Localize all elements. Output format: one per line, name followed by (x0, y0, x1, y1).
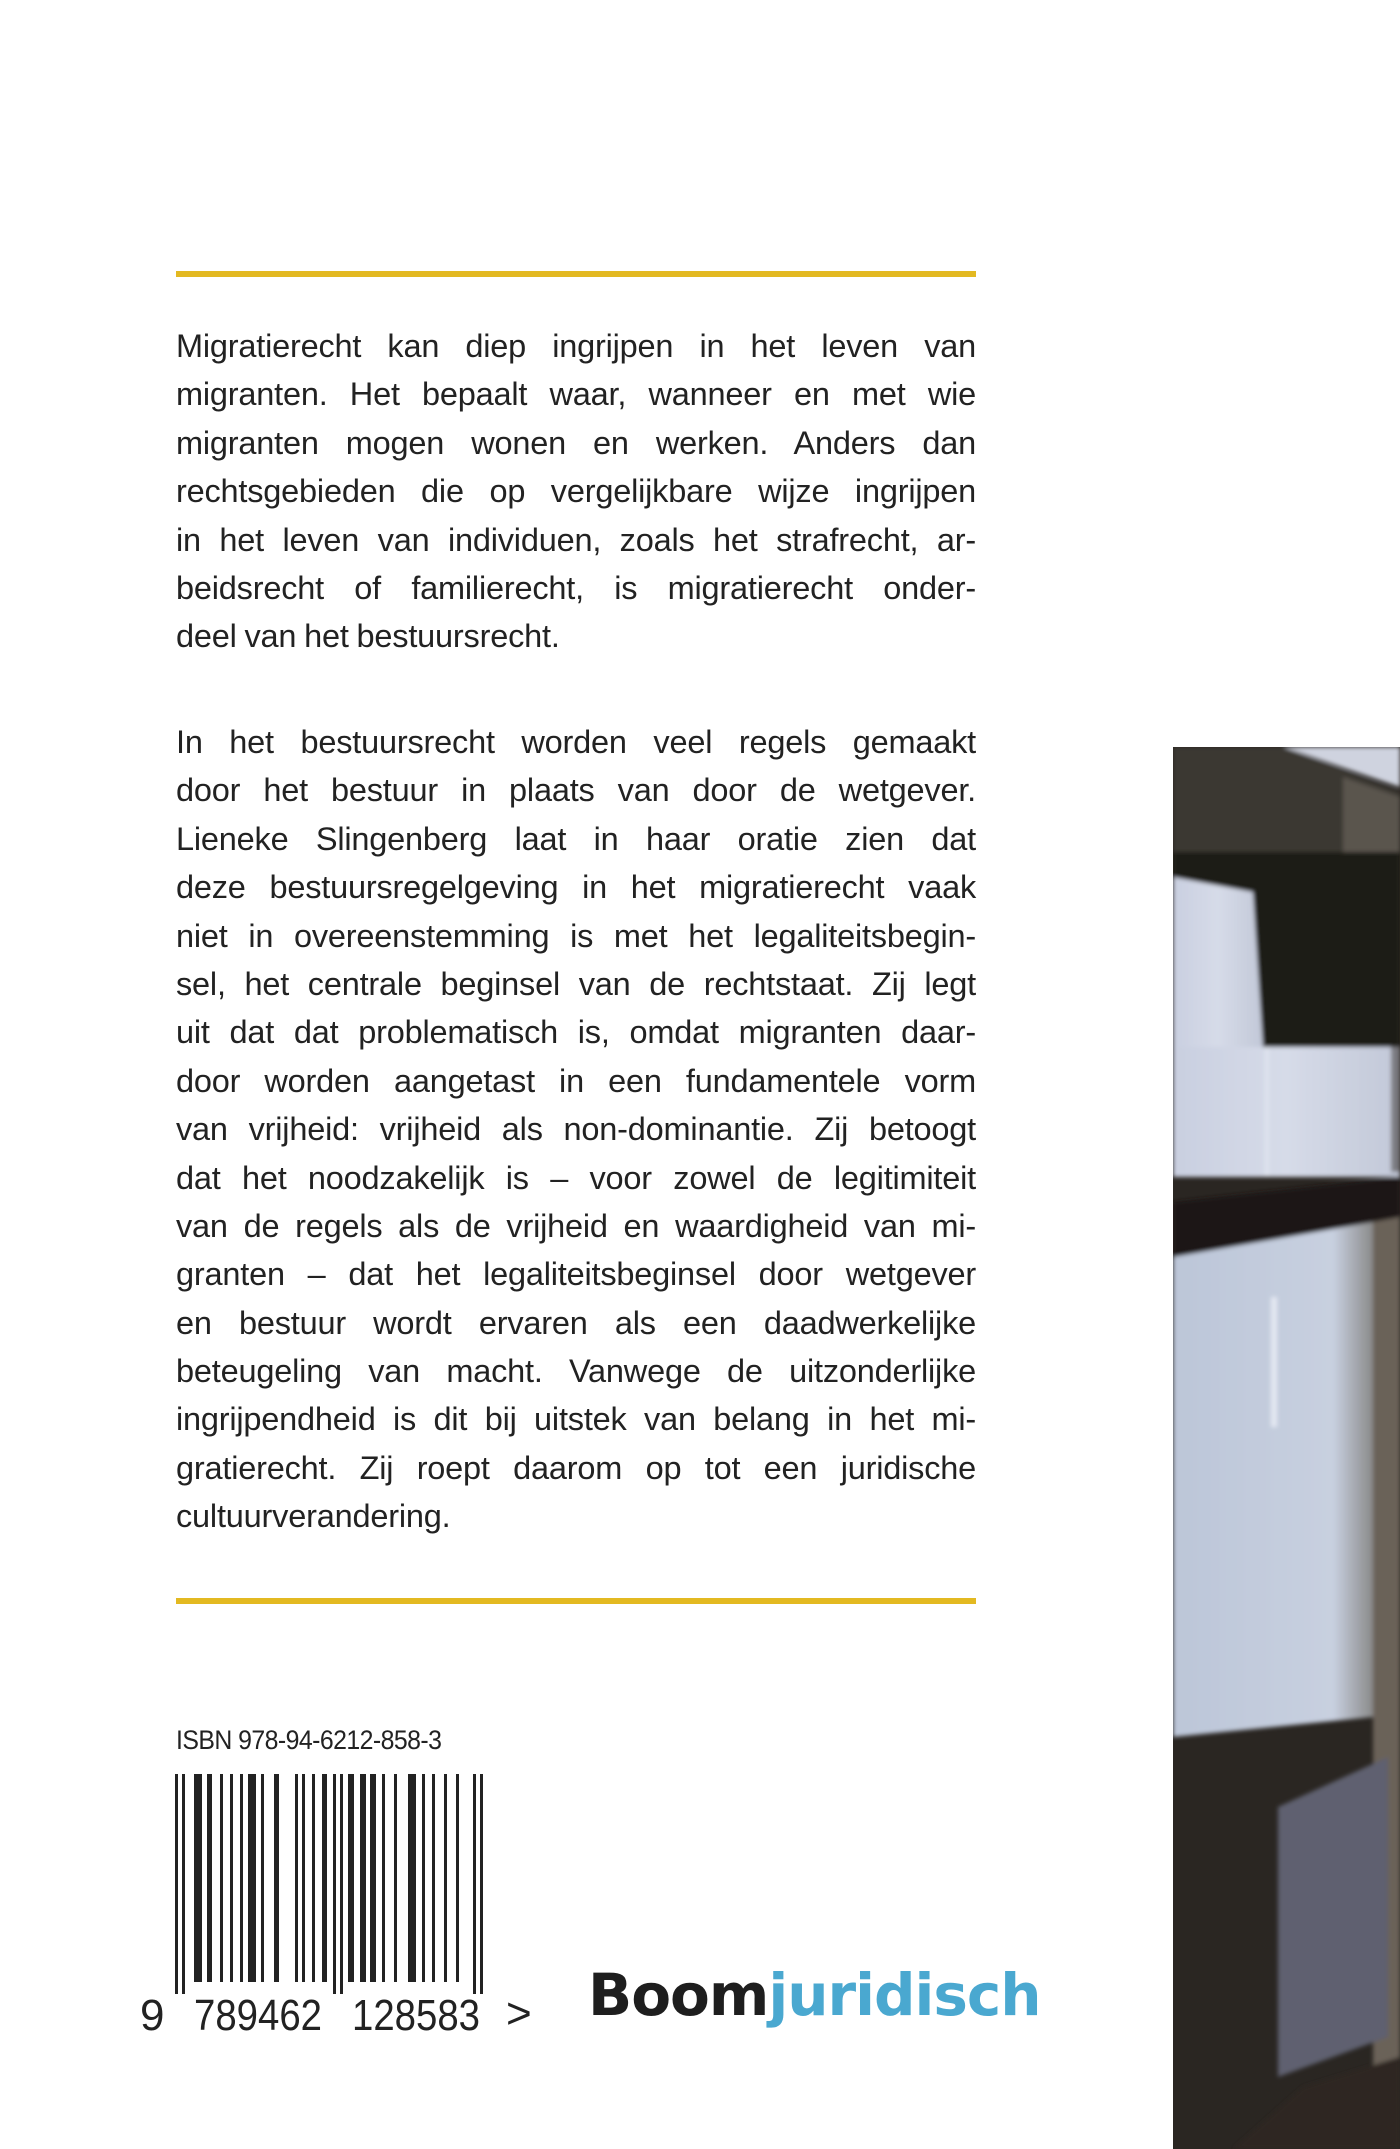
barcode-bar (312, 1774, 315, 1982)
blurb-line: In het bestuursrecht worden veel regels gemaakt (176, 724, 976, 760)
barcode-lead-digit: 9 (140, 1991, 165, 2040)
barcode-bar (348, 1774, 354, 1982)
barcode-bar (322, 1774, 327, 1982)
barcode-bar (261, 1774, 264, 1982)
blurb-line: rechtsgebieden die op vergelijkbare wijze ingrijpen (176, 473, 976, 510)
blurb-line: door worden aangetast in een fundamentele vorm (176, 1062, 976, 1099)
blurb-line: dat het noodzakelijk is – voor zowel de legitimiteit (176, 1159, 976, 1196)
barcode-bar (175, 1774, 178, 1994)
top-accent-rule (176, 271, 976, 277)
barcode-bar (194, 1774, 202, 1982)
blurb-line: in het leven van individuen, zoals het strafrecht, ar- (176, 521, 976, 558)
barcode-bar (182, 1774, 185, 1994)
barcode-right-digits: 128583 (352, 1991, 480, 2040)
blurb-line: beidsrecht of familierecht, is migratierecht onder- (176, 569, 976, 606)
barcode-bar (248, 1774, 256, 1982)
barcode-bar (207, 1774, 212, 1982)
blurb-line: migranten. Het bepaalt waar, wanneer en met wie (176, 376, 976, 413)
blurb-line: beteugeling van macht. Vanwege de uitzonderlijke (176, 1353, 976, 1390)
barcode-bar (274, 1774, 279, 1982)
blurb-line: deel van het bestuursrecht. (176, 618, 560, 655)
publisher-name-boom: Boom (588, 1961, 769, 2029)
blurb-line: migranten mogen wonen en werken. Anders dan (176, 424, 976, 461)
barcode-bar (370, 1774, 376, 1982)
photo-highlight (1271, 1297, 1277, 1427)
blurb-line: van vrijheid: vrijheid als non-dominantie. Zij betoogt (176, 1111, 976, 1148)
blurb-line: Lieneke Slingenberg laat in haar oratie zien dat (176, 820, 976, 857)
barcode-bar (473, 1774, 476, 1994)
blurb-line: door het bestuur in plaats van door de wetgever. (176, 772, 976, 809)
blurb-paragraph-2 (176, 718, 976, 1541)
blurb-line: uit dat dat problematisch is, omdat migranten daar- (176, 1014, 976, 1051)
barcode-bar (302, 1774, 305, 1982)
barcode-quiet-zone-marker: > (506, 1989, 532, 2038)
barcode-bar (360, 1774, 366, 1982)
bottom-accent-rule (176, 1598, 976, 1604)
barcode-left-digits: 789462 (194, 1991, 322, 2040)
blurb-line: gratierecht. Zij roept daarom op tot een juridische (176, 1449, 976, 1486)
photo-highlight (1265, 1047, 1269, 1177)
barcode-bars (175, 1774, 483, 1994)
barcode-bar (340, 1774, 343, 1994)
barcode-bar (220, 1774, 223, 1982)
blurb-line: en bestuur wordt ervaren als een daadwerkelijke (176, 1304, 976, 1341)
blurb-paragraph-1 (176, 322, 976, 661)
barcode-bar (240, 1774, 243, 1982)
barcode-bar (422, 1774, 425, 1982)
barcode-bar (333, 1774, 336, 1994)
barcode-bar (230, 1774, 233, 1982)
barcode-bar (432, 1774, 435, 1982)
barcode-bar (394, 1774, 397, 1982)
blurb-line: van de regels als de vrijheid en waardigheid van mi- (176, 1207, 976, 1244)
isbn-label: ISBN 978-94-6212-858-3 (176, 1725, 442, 1755)
blurb-line: niet in overeenstemming is met het legaliteitsbegin- (176, 917, 976, 954)
isbn-barcode (130, 1762, 550, 2042)
blurb-line: granten – dat het legaliteitsbeginsel door wetgever (176, 1256, 976, 1293)
barcode-bar (408, 1774, 416, 1982)
publisher-logo (588, 1961, 1041, 2029)
blurb-line: ingrijpendheid is dit bij uitstek van belang in het mi- (176, 1401, 976, 1438)
photo-block (1391, 1047, 1400, 1172)
photo-block (1278, 1757, 1388, 2077)
barcode-bar (444, 1774, 447, 1982)
publisher-name-juridisch: juridisch (768, 1961, 1041, 2029)
cover-photo-strip (1173, 747, 1400, 2149)
photo-block (1173, 1047, 1400, 1177)
barcode-bar (480, 1774, 483, 1994)
blurb-line: Migratierecht kan diep ingrijpen in het leven van (176, 328, 976, 364)
barcode-bar (456, 1774, 459, 1982)
blurb-line: cultuurverandering. (176, 1498, 451, 1535)
barcode-bar (295, 1774, 298, 1982)
blurb-line: sel, het centrale beginsel van de rechtstaat. Zij legt (176, 965, 976, 1002)
blurb-line: deze bestuursregelgeving in het migratierecht vaak (176, 869, 976, 906)
barcode-bar (382, 1774, 385, 1982)
photo-block (1173, 877, 1263, 1047)
